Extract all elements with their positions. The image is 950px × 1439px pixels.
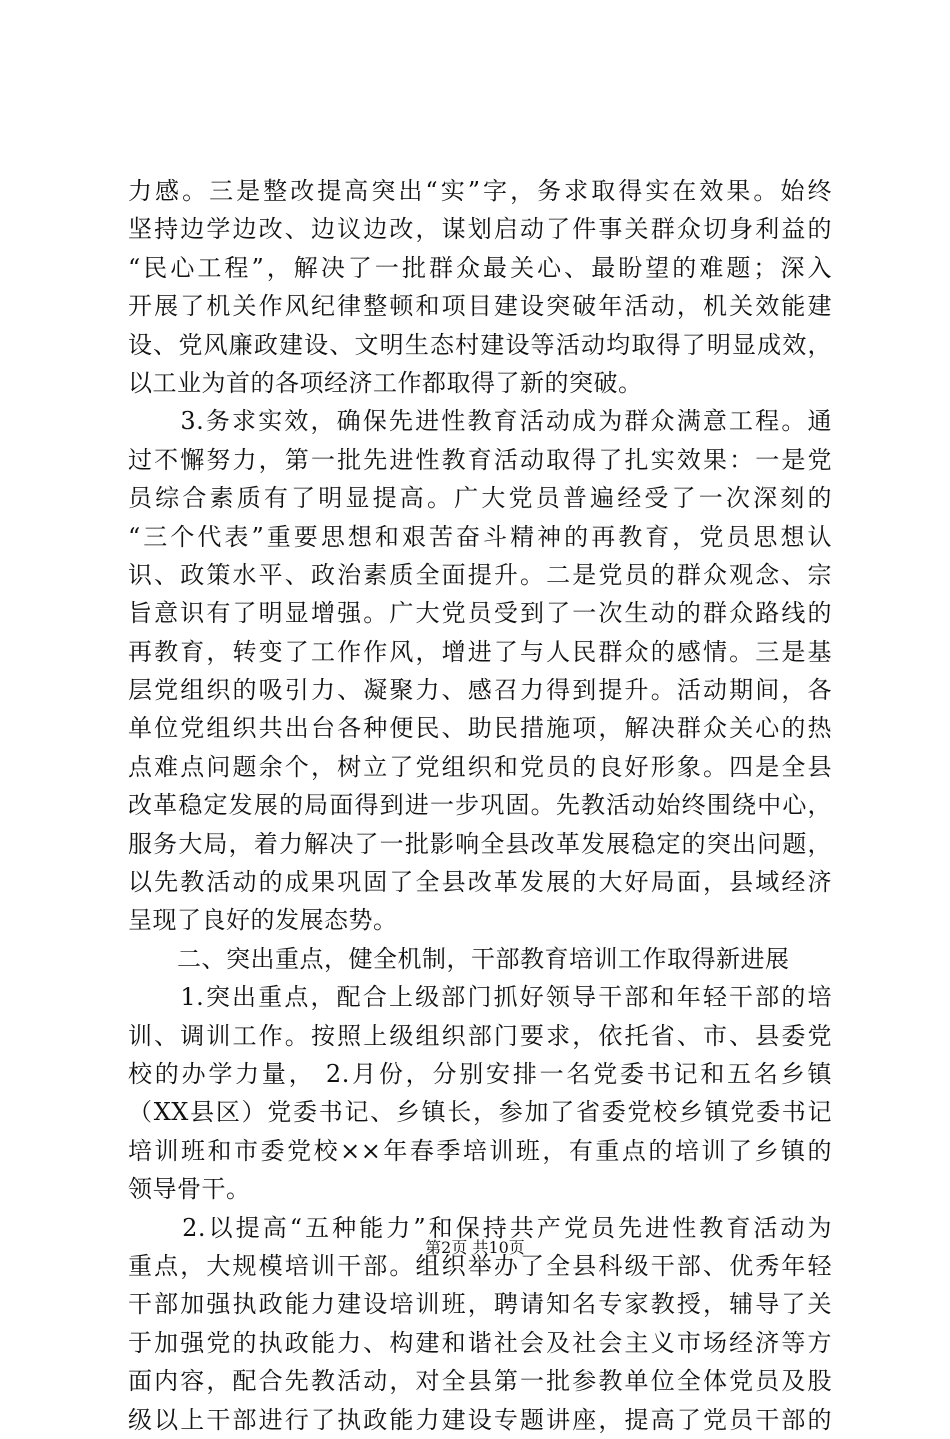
text-line: 于加强党的执政能力、构建和谐社会及社会主义市场经济等方 [128, 1328, 832, 1357]
text-line: 服务大局，着力解决了一批影响全县改革发展稳定的突出问题， [128, 829, 832, 858]
text-line: 层党组织的吸引力、凝聚力、感召力得到提升。活动期间，各 [128, 676, 832, 705]
text-line: 单位党组织共出台各种便民、助民措施项，解决群众关心的热 [128, 714, 832, 743]
text-line: 级以上干部进行了执政能力建设专题讲座，提高了党员干部的 [128, 1405, 832, 1434]
text-line: 员综合素质有了明显提高。广大党员普遍经受了一次深刻的 [128, 484, 832, 513]
text-line: 2.以提高“五种能力”和保持共产党员先进性教育活动为 [128, 1213, 832, 1242]
text-line: 重点，大规模培训干部。组织举办了全县科级干部、优秀年轻 [128, 1251, 832, 1280]
text-line: 以工业为首的各项经济工作都取得了新的突破。 [128, 368, 643, 397]
text-line: 识、政策水平、政治素质全面提升。二是党员的群众观念、宗 [128, 560, 832, 589]
text-line: 训、调训工作。按照上级组织部门要求，依托省、市、县委党 [128, 1021, 832, 1050]
text-line: 培训班和市委党校××年春季培训班，有重点的培训了乡镇的 [128, 1136, 832, 1165]
text-line: 旨意识有了明显增强。广大党员受到了一次生动的群众路线的 [128, 599, 832, 628]
text-line: 二、突出重点，健全机制，干部教育培训工作取得新进展 [128, 944, 790, 973]
text-line: 以先教活动的成果巩固了全县改革发展的大好局面，县域经济 [128, 868, 832, 897]
text-line: 坚持边学边改、边议边改，谋划启动了件事关群众切身利益的 [128, 215, 832, 244]
text-line: 再教育，转变了工作作风，增进了与人民群众的感情。三是基 [128, 637, 832, 666]
text-line: “民心工程”，解决了一批群众最关心、最盼望的难题；深入 [128, 253, 832, 282]
text-line: 干部加强执政能力建设培训班，聘请知名专家教授，辅导了关 [128, 1290, 832, 1319]
text-line: 3.务求实效，确保先进性教育活动成为群众满意工程。通 [128, 407, 832, 436]
text-line: 领导骨干。 [128, 1175, 251, 1204]
text-line: （XX县区）党委书记、乡镇长，参加了省委党校乡镇党委书记 [128, 1098, 832, 1127]
page-footer: 第2页 共10页 [425, 1238, 525, 1257]
text-line: 校的办学力量， 2.月份，分别安排一名党委书记和五名乡镇 [128, 1059, 832, 1088]
text-line: “三个代表”重要思想和艰苦奋斗精神的再教育，党员思想认 [128, 522, 832, 551]
text-line: 面内容，配合先教活动，对全县第一批参教单位全体党员及股 [128, 1367, 832, 1396]
text-line: 1.突出重点，配合上级部门抓好领导干部和年轻干部的培 [128, 983, 832, 1012]
text-line: 开展了机关作风纪律整顿和项目建设突破年活动，机关效能建 [128, 292, 832, 321]
text-line: 过不懈努力，第一批先进性教育活动取得了扎实效果：一是党 [128, 445, 832, 474]
text-line: 设、党风廉政建设、文明生态村建设等活动均取得了明显成效， [128, 330, 832, 359]
text-line: 力感。三是整改提高突出“实”字，务求取得实在效果。始终 [128, 177, 832, 205]
text-line: 呈现了良好的发展态势。 [128, 906, 398, 935]
text-line: 改革稳定发展的局面得到进一步巩固。先教活动始终围绕中心， [128, 791, 832, 820]
text-line: 点难点问题余个，树立了党组织和党员的良好形象。四是全县 [128, 752, 832, 781]
